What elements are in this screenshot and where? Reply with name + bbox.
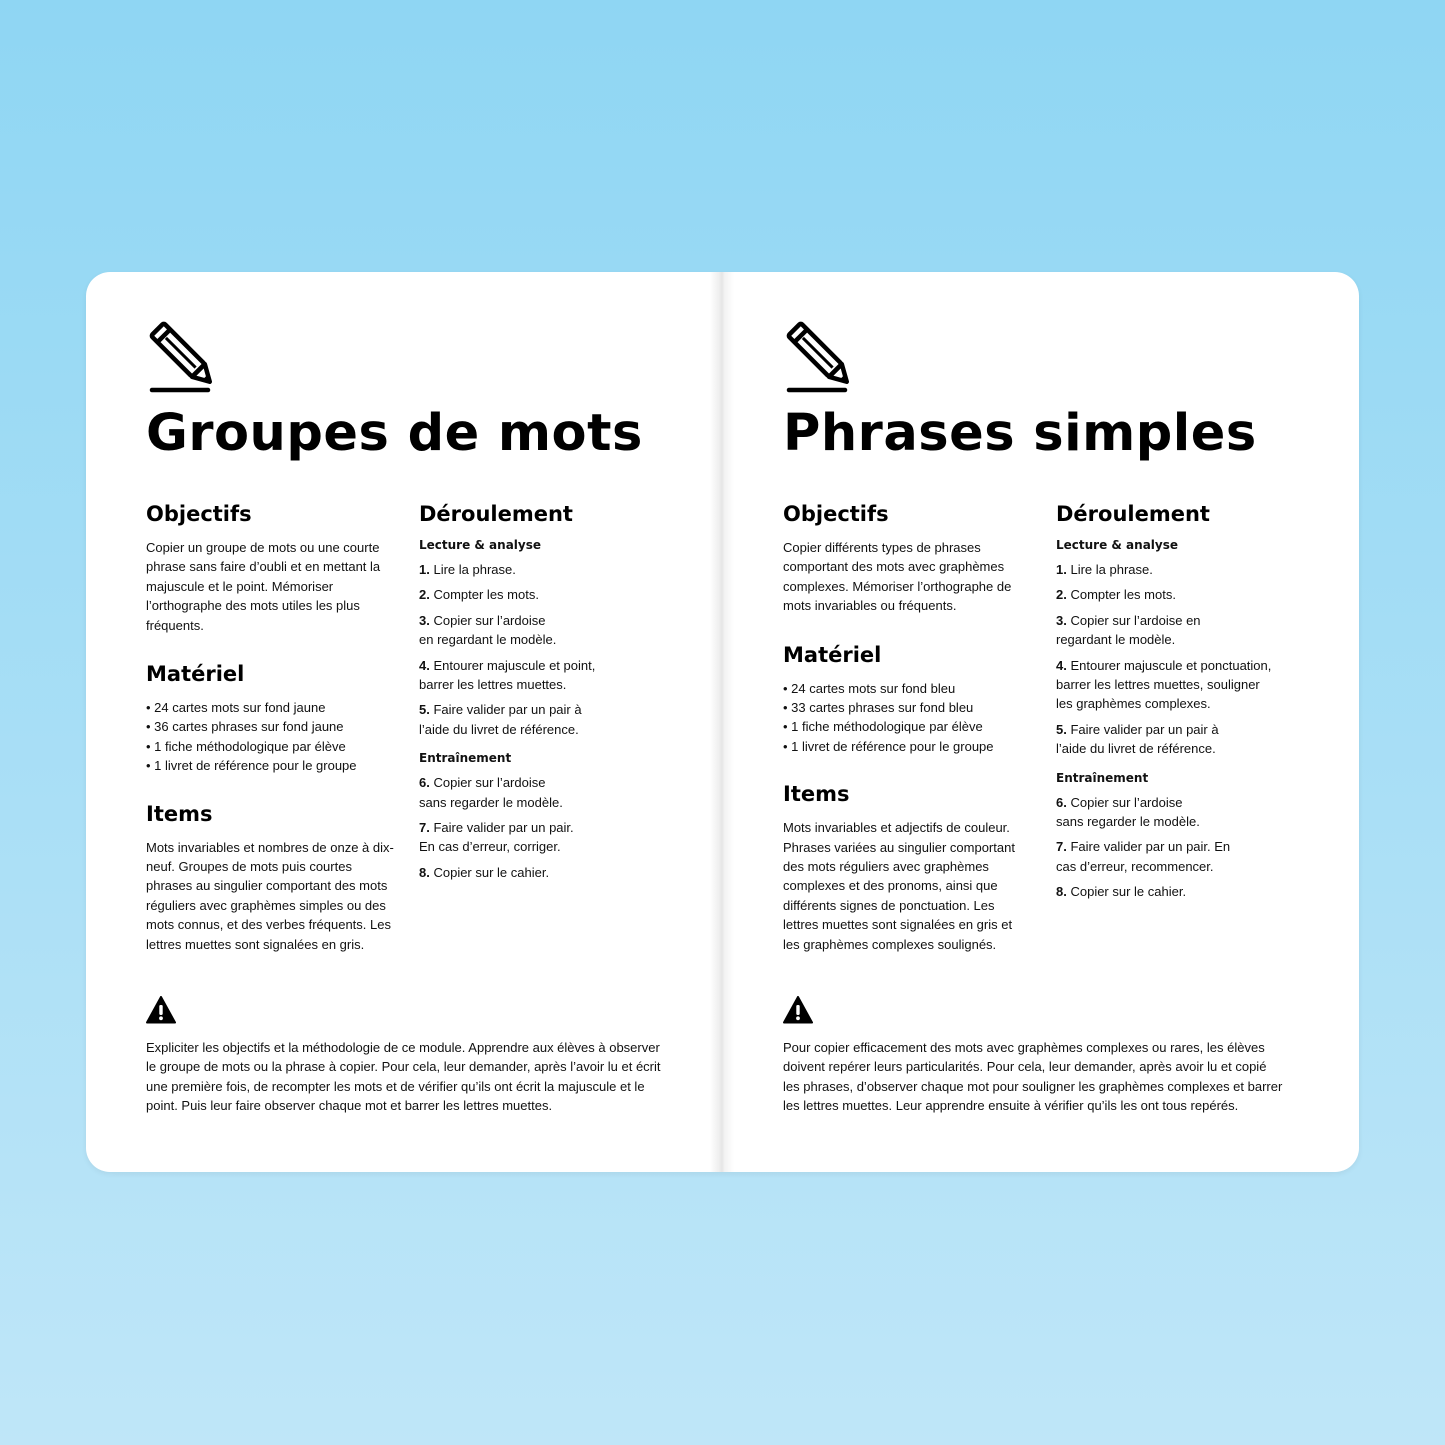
step: 8. Copier sur le cahier. — [1056, 884, 1187, 900]
page-title: Groupes de mots — [146, 404, 643, 463]
materiel-heading: Matériel — [783, 642, 882, 667]
list-item: • 36 cartes phrases sur fond jaune — [146, 717, 396, 736]
step: 1. Lire la phrase. — [1056, 562, 1153, 577]
objectifs-text: Copier différents types de phrases comportant des mots avec graphèmes complexes. Mémoriser l’orthographe de mots invariables ou fréquents. — [783, 540, 1012, 614]
step: 7. Faire valider par un pair. En cas d’erreur, corriger. — [419, 820, 574, 855]
right-column — [419, 502, 669, 888]
teacher-note: Expliciter les objectifs et la méthodologie de ce module. Apprendre aux élèves à observer le groupe de mots ou la phrase à copier. Pour cela, leur demander, après l’avoir lu et écrit une première fois, de recompter les mots et de vérifier qu’ils ont écrit la majuscule et le point. Puis leur faire observer chaque mot et barrer les lettres muettes. — [146, 1040, 661, 1114]
warning-icon — [783, 996, 813, 1024]
step: 7. Faire valider par un pair. En cas d’erreur, recommencer. — [1056, 839, 1231, 874]
objectifs-heading: Objectifs — [146, 502, 252, 526]
deroulement-heading: Déroulement — [1056, 502, 1210, 526]
objectifs-text: Copier un groupe de mots ou une courte phrase sans faire d’oubli et en mettant la majuscule et le point. Mémoriser l’orthographe des mots utiles les plus fréquents. — [146, 540, 381, 633]
materiel-list — [146, 698, 396, 776]
left-page — [86, 272, 722, 1172]
items-text: Mots invariables et adjectifs de couleur. Phrases variées au singulier comportant des mots réguliers avec graphèmes complexes et des pronoms, ainsi que différents signes de ponctuation. Les lettres muettes sont signalées en gris et les graphèmes complexes soulignés. — [783, 820, 1015, 952]
step: 3. Copier sur l’ardoise en regardant le modèle. — [419, 612, 557, 648]
items-text: Mots invariables et nombres de onze à dix-neuf. Groupes de mots puis courtes phrases au singulier comportant des mots réguliers avec graphèmes simples ou des mots connus, et des verbes fréquents. Les lettres muettes sont signalées en gris. — [146, 839, 394, 952]
lecture-subheading: Lecture & analyse — [1056, 538, 1179, 552]
materiel-heading: Matériel — [146, 662, 245, 687]
list-item: • 1 fiche méthodologique par élève — [146, 737, 396, 756]
step: 5. Faire valider par un pair à l’aide du livret de référence. — [419, 702, 582, 737]
step: 4. Entourer majuscule et point, barrer les lettres muettes. — [419, 657, 596, 693]
step: 1. Lire la phrase. — [419, 562, 516, 577]
step: 2. Compter les mots. — [1056, 587, 1176, 603]
list-item: • 1 fiche méthodologique par élève — [783, 717, 1033, 736]
items-heading: Items — [146, 801, 213, 826]
list-item: • 1 livret de référence pour le groupe — [783, 737, 1033, 756]
page-title: Phrases simples — [783, 404, 1257, 463]
list-item: • 24 cartes mots sur fond bleu — [783, 679, 1033, 698]
list-item: • 33 cartes phrases sur fond bleu — [783, 698, 1033, 717]
right-page — [723, 272, 1359, 1172]
items-heading: Items — [783, 782, 850, 807]
objectifs-heading: Objectifs — [783, 502, 889, 526]
right-column — [1056, 502, 1306, 908]
step: 8. Copier sur le cahier. — [419, 864, 550, 880]
step: 6. Copier sur l’ardoise sans regarder le modèle. — [1056, 794, 1200, 830]
list-item: • 24 cartes mots sur fond jaune — [146, 698, 396, 717]
list-item: • 1 livret de référence pour le groupe — [146, 756, 396, 775]
open-booklet — [86, 272, 1359, 1172]
entrainement-subheading: Entraînement — [1056, 770, 1149, 785]
step: 6. Copier sur l’ardoise sans regarder le modèle. — [419, 775, 563, 810]
left-column — [783, 502, 1033, 954]
step: 5. Faire valider par un pair à l’aide du livret de référence. — [1056, 721, 1219, 757]
teacher-note: Pour copier efficacement des mots avec graphèmes complexes ou rares, les élèves doivent repérer leurs particularités. Pour cela, leur demander, après avoir lu et copié les phrases, d’observer chaque mot pour souligner les graphèmes complexes et barrer les lettres muettes. Leur apprendre ensuite à vérifier qu’ils les ont tous repérés. — [783, 1040, 1283, 1114]
pencil-icon — [785, 320, 859, 394]
left-column — [146, 502, 396, 954]
step: 3. Copier sur l’ardoise en regardant le modèle. — [1056, 612, 1201, 648]
deroulement-heading: Déroulement — [419, 502, 573, 526]
warning-icon — [146, 996, 176, 1024]
pencil-icon — [148, 320, 222, 394]
step: 2. Compter les mots. — [419, 587, 539, 603]
materiel-list — [783, 679, 1033, 757]
step: 4. Entourer majuscule et ponctuation, barrer les lettres muettes, souligner les graphèmes complexes. — [1056, 657, 1272, 712]
lecture-subheading: Lecture & analyse — [419, 538, 542, 552]
entrainement-subheading: Entraînement — [419, 751, 512, 766]
